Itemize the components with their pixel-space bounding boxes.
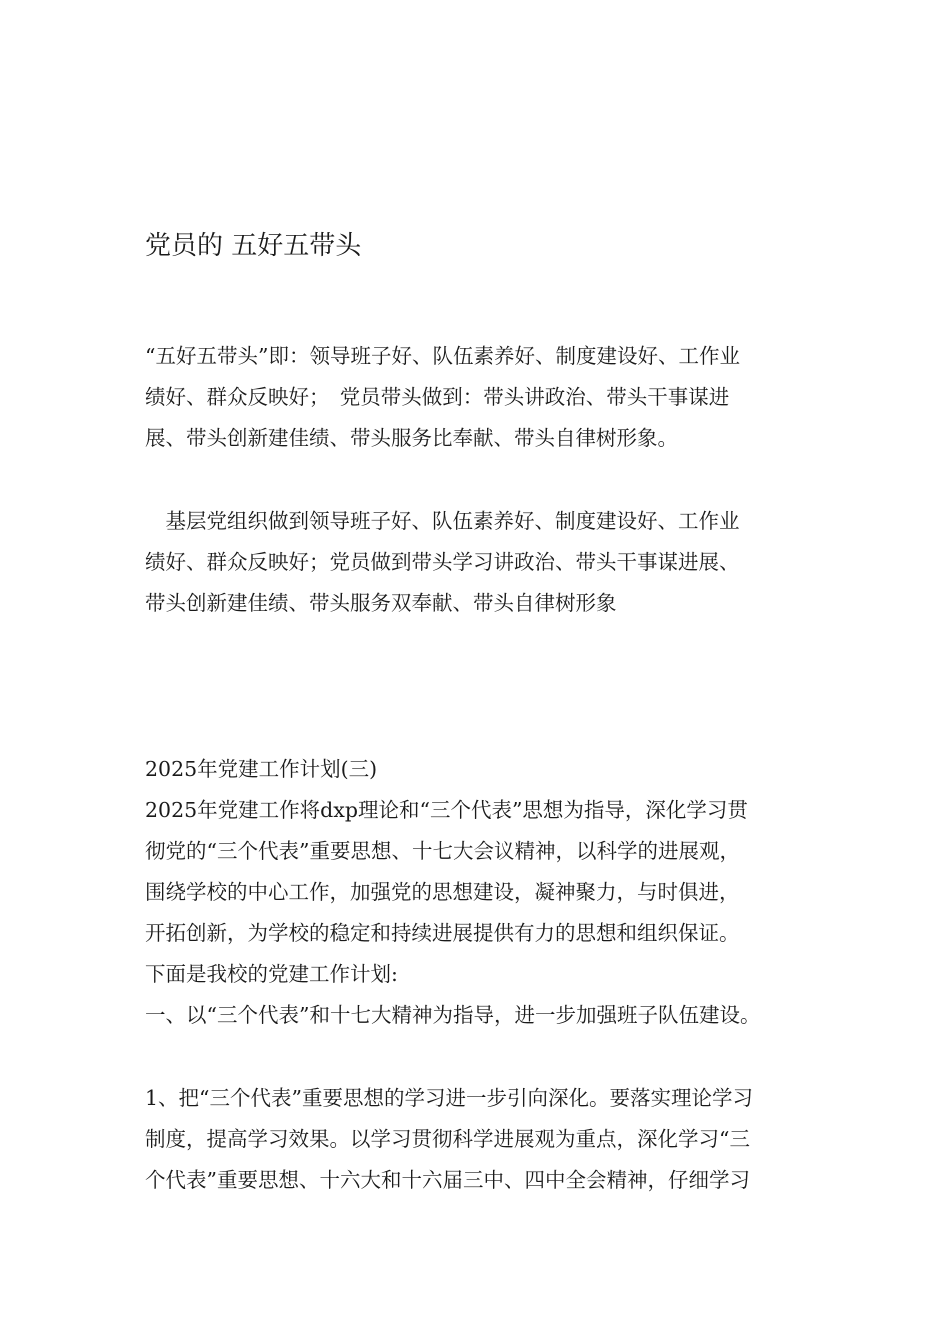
paragraph-line: 开拓创新，为学校的稳定和持续进展提供有力的思想和组织保证。 [145, 921, 740, 945]
paragraph-line: 绩好、群众反映好； 党员带头做到：带头讲政治、带头干事谋进 [145, 385, 730, 409]
page-title: 党员的 五好五带头 [145, 231, 362, 261]
paragraph-line: 绩好、群众反映好；党员做到带头学习讲政治、带头干事谋进展、 [145, 550, 740, 574]
paragraph-line: 展、带头创新建佳绩、带头服务比奉献、带头自律树形象。 [145, 426, 678, 450]
paragraph-line: 基层党组织做到领导班子好、队伍素养好、制度建设好、工作业 [145, 509, 740, 533]
paragraph-line: 1、把“三个代表”重要思想的学习进一步引向深化。要落实理论学习 [145, 1086, 754, 1110]
paragraph-line: “五好五带头”即：领导班子好、队伍素养好、制度建设好、工作业 [145, 344, 740, 368]
paragraph-line: 彻党的“三个代表”重要思想、十七大会议精神，以科学的进展观， [145, 839, 740, 863]
paragraph-line: 制度，提高学习效果。以学习贯彻科学进展观为重点，深化学习“三 [145, 1127, 750, 1151]
paragraph-line: 2025年党建工作将dxp理论和“三个代表”思想为指导，深化学习贯 [145, 798, 748, 822]
paragraph-line: 围绕学校的中心工作，加强党的思想建设，凝神聚力，与时俱进， [145, 880, 740, 904]
paragraph-line: 下面是我校的党建工作计划: [145, 962, 398, 986]
section-heading: 2025年党建工作计划(三) [145, 757, 378, 781]
paragraph-line: 一、以“三个代表”和十七大精神为指导，进一步加强班子队伍建设。 [145, 1003, 761, 1027]
paragraph-line: 带头创新建佳绩、带头服务双奉献、带头自律树形象 [145, 591, 617, 615]
paragraph-line: 个代表”重要思想、十六大和十六届三中、四中全会精神，仔细学习 [145, 1168, 750, 1192]
